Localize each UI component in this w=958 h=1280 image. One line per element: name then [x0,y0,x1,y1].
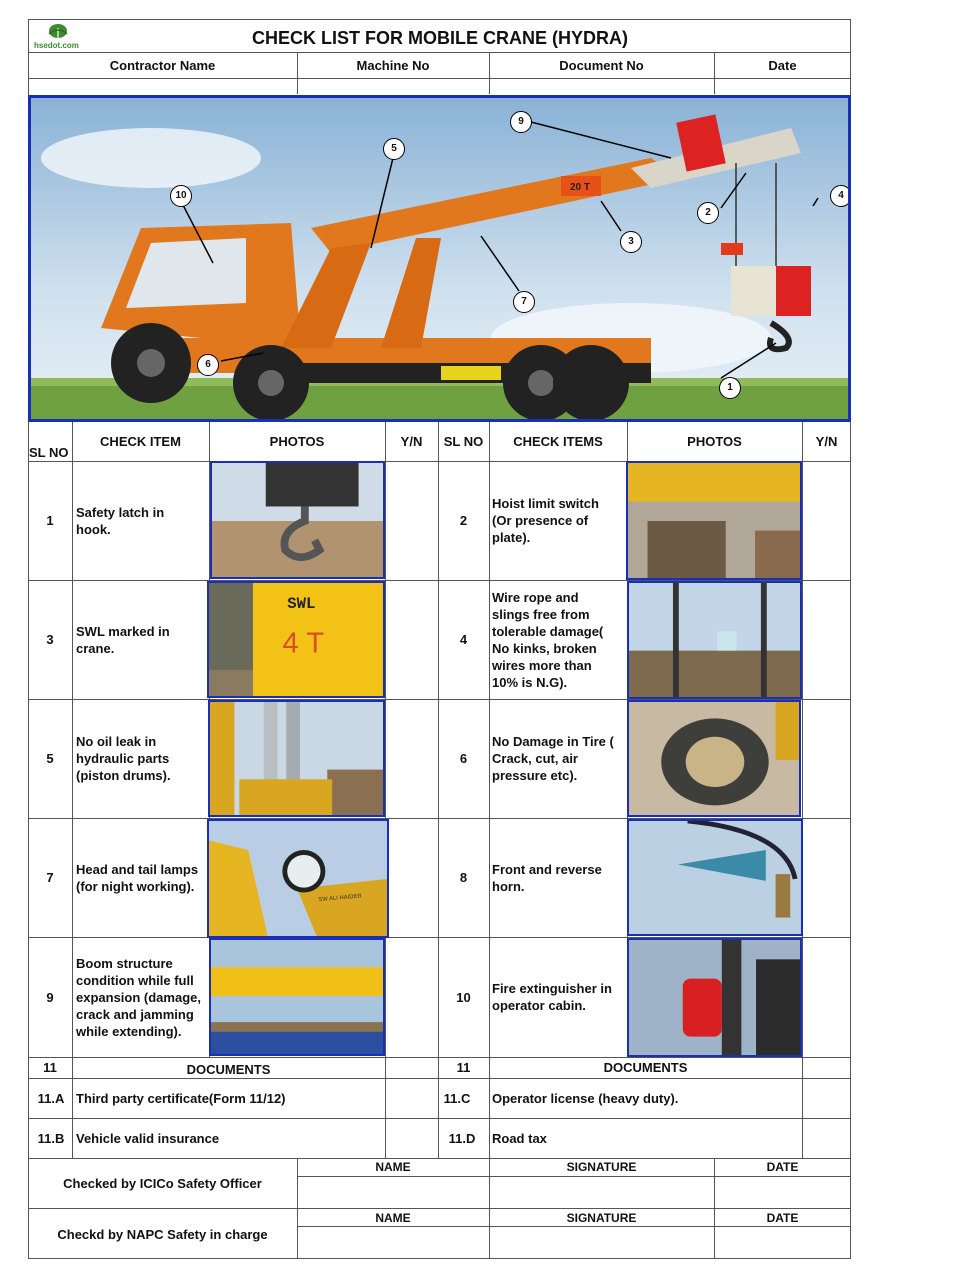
doc-11c-text: Operator license (heavy duty). [492,1091,679,1106]
logo [32,22,84,52]
photo-wire-rope-slings [627,581,802,699]
row-1-yn-cell[interactable] [386,462,438,580]
signoff-1-name-label: NAME [375,1160,411,1174]
doc-11b-no: 11.B [37,1131,65,1146]
doc-11c-yn-cell[interactable] [803,1079,851,1118]
header-check-item: CHECK ITEM [100,434,181,449]
callout-5: 5 [383,138,405,160]
signoff-2-signature-field[interactable] [490,1227,713,1258]
doc-11d-text: Road tax [492,1131,547,1146]
documents-left-heading: DOCUMENTS [186,1062,271,1077]
doc-11b-text: Vehicle valid insurance [76,1131,220,1146]
row-6-item: No Damage in Tire ( Crack, cut, air pressure etc). [492,734,614,783]
row-2-no: 2 [459,513,468,528]
row-7-item: Head and tail lamps (for night working). [76,862,199,894]
row-10-item: Fire extinguisher in operator cabin. [492,981,612,1013]
mobile-crane-illustration [31,98,848,419]
row-7-yn-cell[interactable] [386,819,438,937]
signoff-1-signature-field[interactable] [490,1177,713,1207]
signoff-2-date-label: DATE [766,1211,799,1225]
header-sl-no-left: SL NO [29,445,69,460]
cab-text: SW ALI HAIDER [318,893,362,904]
row-10-yn-cell[interactable] [803,938,851,1057]
photo-tire [627,700,801,817]
photo-hydraulic-piston [208,700,385,817]
doc-11d-yn-cell[interactable] [803,1119,851,1158]
signoff-2-signature-label: SIGNATURE [566,1211,637,1225]
row-8-yn-cell[interactable] [803,819,851,937]
row-1-item: Safety latch in hook. [76,505,165,537]
callout-9: 9 [510,111,532,133]
photo-fire-extinguisher [627,938,802,1057]
row-7-no: 7 [46,870,54,885]
photo-swl-marking [207,581,385,698]
row-4-yn-cell[interactable] [803,581,851,699]
row-2-item: Hoist limit switch (Or presence of plate). [492,496,599,545]
signoff-2-date-field[interactable] [715,1227,850,1258]
crane-diagram [28,95,851,422]
header-sl-no-right: SL NO [443,434,484,449]
callout-1: 1 [719,377,741,399]
row-3-no: 3 [46,632,54,647]
page-title: CHECK LIST FOR MOBILE CRANE (HYDRA) [252,28,628,48]
signoff-2-name-field[interactable] [298,1227,488,1258]
date-label: Date [768,58,797,73]
signoff-1-label: Checked by ICICo Safety Officer [63,1176,262,1191]
doc-11d-no: 11.D [448,1131,476,1146]
photo-horn [627,819,803,936]
signoff-1-name-field[interactable] [298,1177,488,1207]
contractor-name-label: Contractor Name [109,58,216,73]
photo-head-lamp [207,819,389,938]
document-no-label: Document No [559,58,644,73]
machine-no-label: Machine No [356,58,430,73]
header-yn-left: Y/N [400,434,423,449]
row-8-item: Front and reverse horn. [492,862,602,894]
documents-left-no: 11 [43,1060,57,1075]
row-9-item: Boom structure condition while full expansion (damage, crack and jamming while extending). [76,956,201,1039]
row-5-item: No oil leak in hydraulic parts (piston drums). [76,734,171,783]
callout-6: 6 [197,354,219,376]
row-2-yn-cell[interactable] [803,462,851,580]
header-check-items: CHECK ITEMS [513,434,603,449]
doc-11a-yn-cell[interactable] [386,1079,438,1118]
callout-2: 2 [697,202,719,224]
row-6-no: 6 [459,751,468,766]
photo-boom-structure [209,938,385,1056]
signoff-1-signature-label: SIGNATURE [566,1160,637,1174]
row-5-no: 5 [46,751,54,766]
signoff-2-label: Checkd by NAPC Safety in charge [57,1227,268,1242]
signoff-2-name-label: NAME [375,1211,411,1225]
load-text: 4 T [282,627,325,660]
documents-right-heading: DOCUMENTS [603,1060,688,1075]
capacity-label: 20 T [570,182,591,193]
doc-11b-yn-cell[interactable] [386,1119,438,1158]
row-6-yn-cell[interactable] [803,700,851,818]
doc-11a-no: 11.A [37,1091,65,1106]
row-4-no: 4 [459,632,468,647]
doc-11c-no: 11.C [443,1091,471,1106]
contractor-name-field[interactable] [29,79,296,93]
row-1-no: 1 [46,513,54,528]
signoff-1-date-field[interactable] [715,1177,850,1207]
row-8-no: 8 [459,870,468,885]
row-9-yn-cell[interactable] [386,938,438,1057]
document-no-field[interactable] [490,79,713,93]
photo-safety-latch-hook [210,461,385,579]
callout-7: 7 [513,291,535,313]
callout-10: 10 [170,185,192,207]
doc-11a-text: Third party certificate(Form 11/12) [76,1091,286,1106]
header-photos-right: PHOTOS [687,434,742,449]
swl-text: SWL [287,595,316,614]
row-10-no: 10 [456,990,471,1005]
photo-hoist-limit-switch [626,461,802,580]
logo-text: hsedot.com [34,41,79,50]
header-yn-right: Y/N [815,434,838,449]
header-photos-left: PHOTOS [269,434,325,449]
row-9-no: 9 [46,990,54,1005]
signoff-1-date-label: DATE [766,1160,799,1174]
callout-3: 3 [620,231,642,253]
row-3-item: SWL marked in crane. [76,624,170,656]
callout-4: 4 [830,185,851,207]
date-field[interactable] [715,79,850,93]
row-3-yn-cell[interactable] [386,581,438,699]
row-4-item: Wire rope and slings free from tolerable damage( No kinks, broken wires more than 10% is N.G). [492,590,604,690]
machine-no-field[interactable] [298,79,488,93]
row-5-yn-cell[interactable] [386,700,438,818]
documents-right-no: 11 [456,1060,471,1075]
